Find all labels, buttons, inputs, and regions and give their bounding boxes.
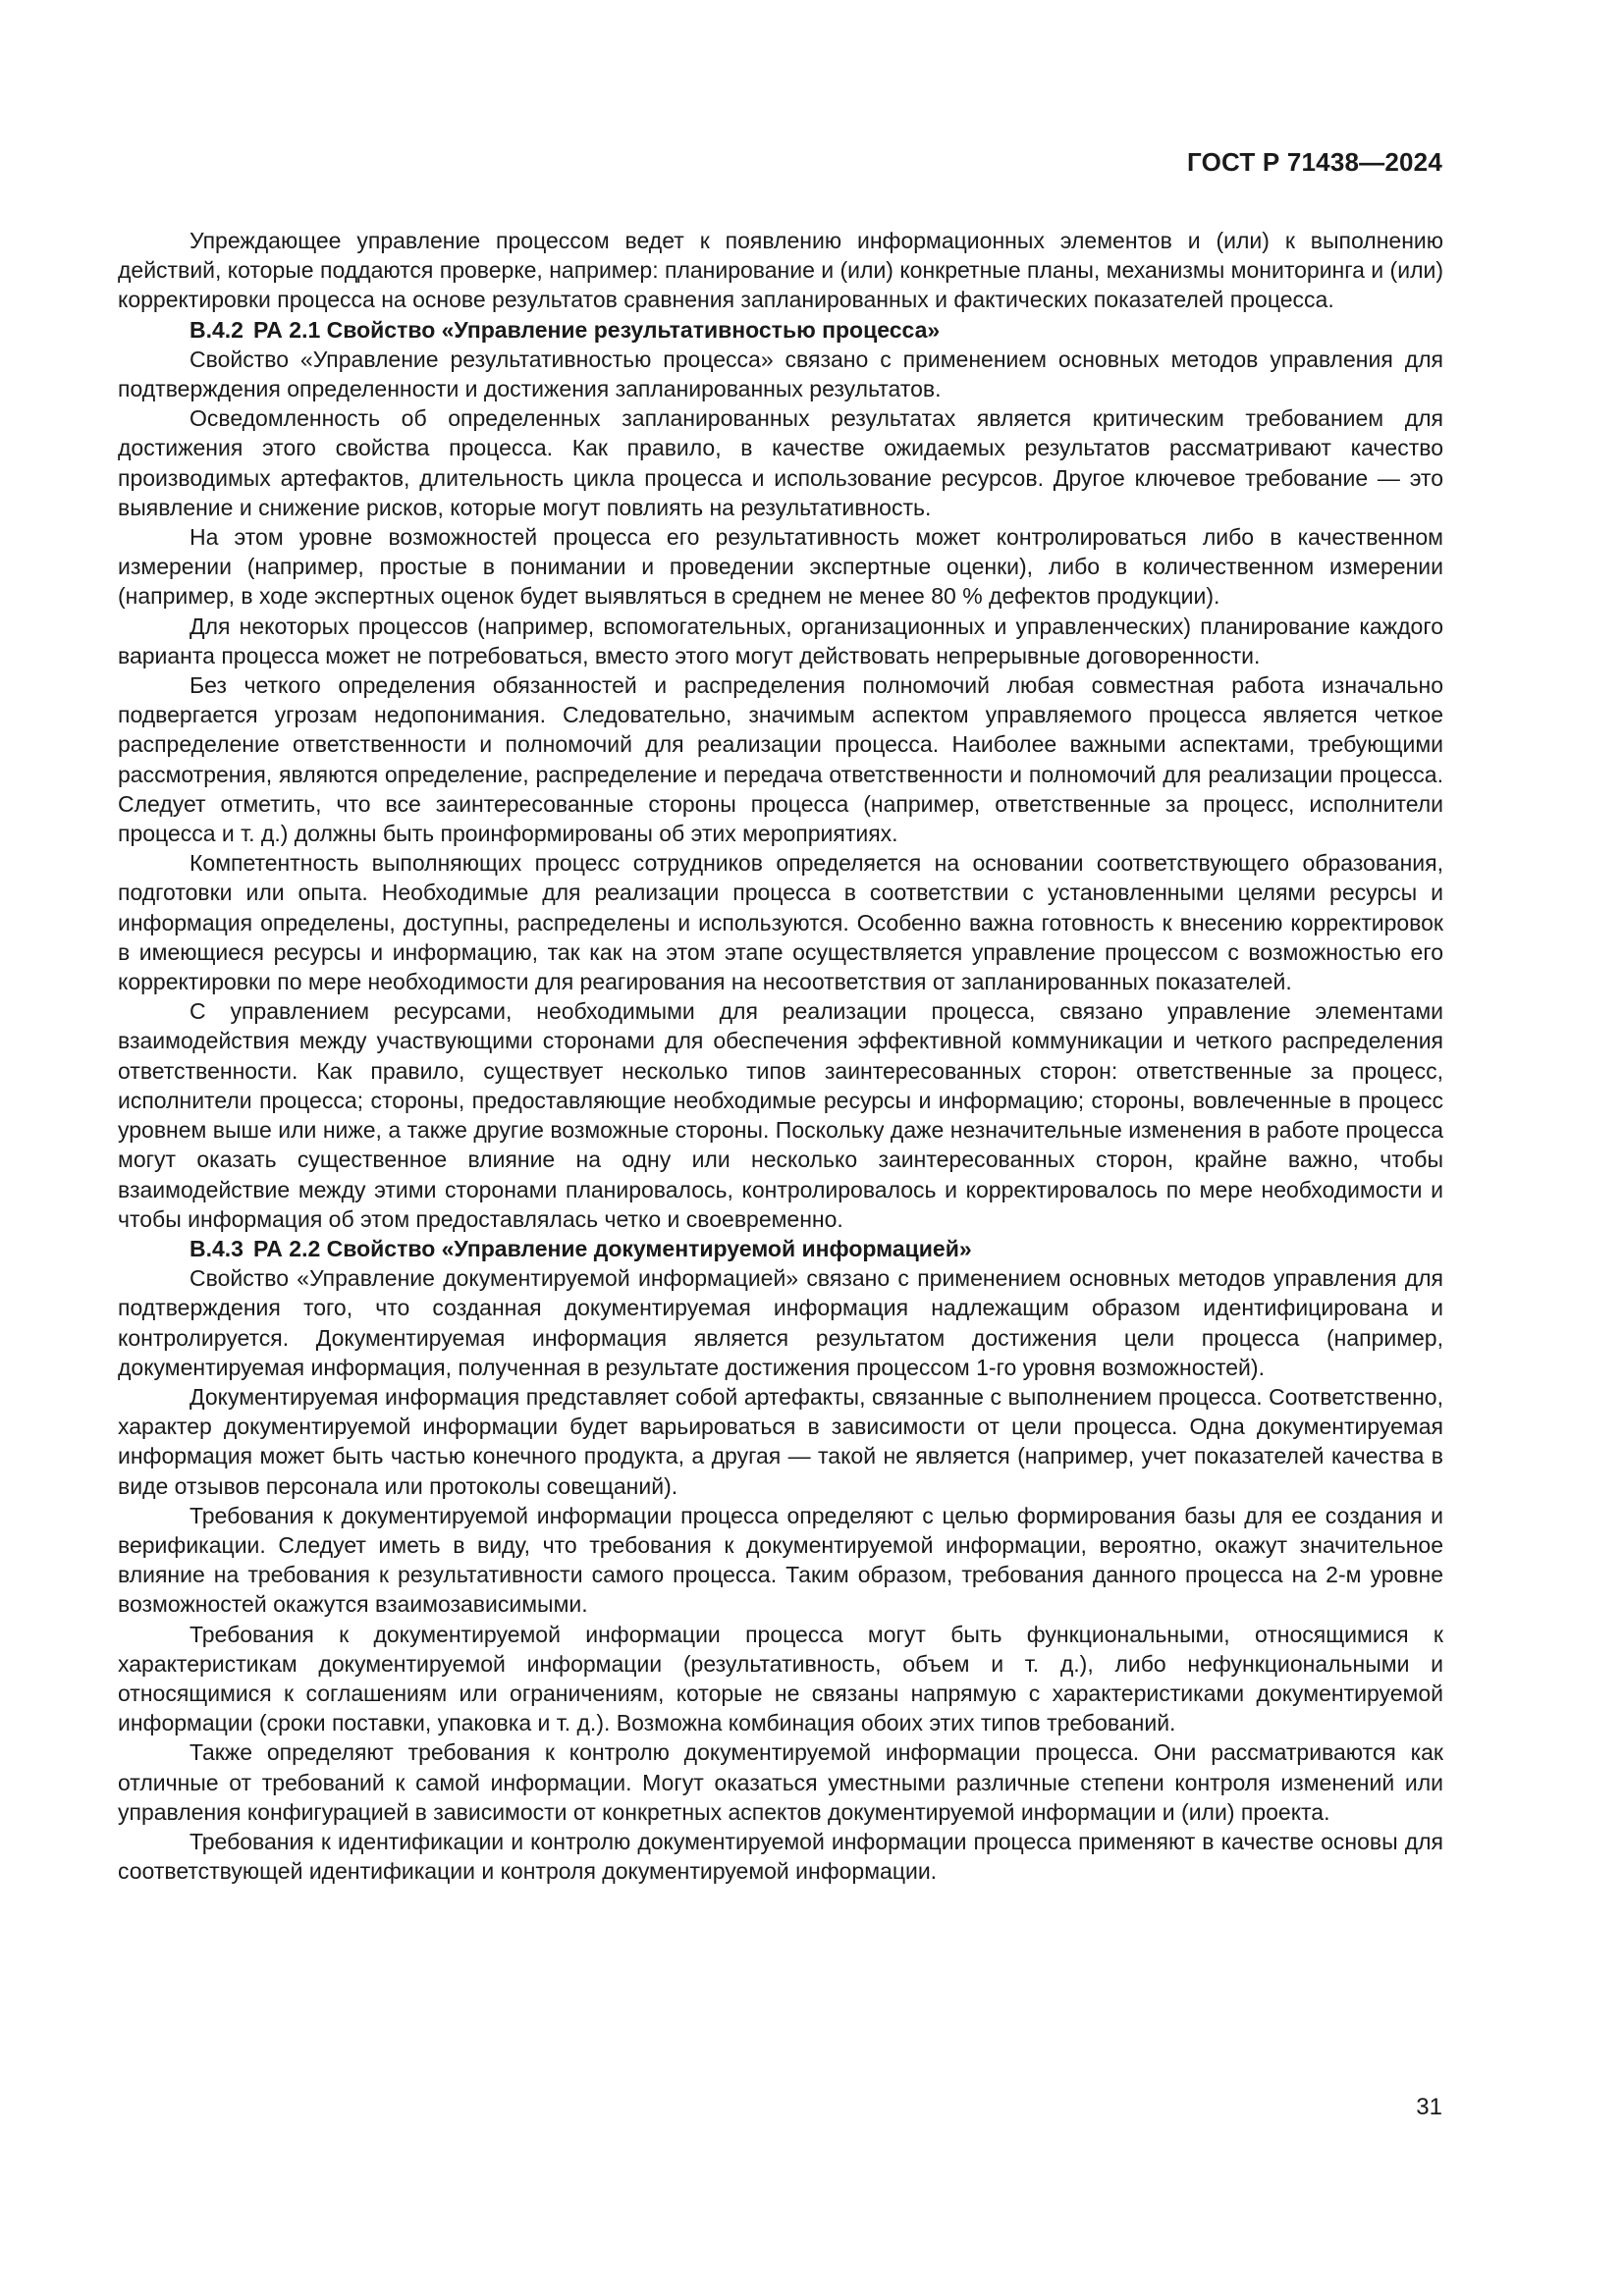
section-title: РА 2.1 Свойство «Управление результативностью процесса» [252, 316, 941, 343]
section-heading [118, 1234, 1443, 1263]
paragraph: Упреждающее управление процессом ведет к появлению информационных элементов и (или) к выполнению действий, которые поддаются проверке, например: планирование и (или) конкретные планы, механизмы мониторинга и (или) корректировки процесса на основе результатов сравнения запланированных и фактических показателей процесса. [118, 228, 1443, 313]
section-heading [118, 315, 1443, 345]
paragraph: Без четкого определения обязанностей и распределения полномочий любая совместная работа изначально подвергается угрозам недопонимания. Следовательно, значимым аспектом управляемого процесса является четкое распределение ответственности и полномочий для реализации процесса. Наиболее важными аспектами, требующими рассмотрения, являются определение, распределение и передача ответственности и полномочий для реализации процесса. Следует отметить, что все заинтересованные стороны процесса (например, ответственные за процесс, исполнители процесса и т. д.) должны быть проинформированы об этих мероприятиях. [118, 672, 1443, 847]
paragraph: Осведомленность об определенных запланированных результатах является критическим требованием для достижения этого свойства процесса. Как правило, в качестве ожидаемых результатов рассматривают качество производимых артефактов, длительность цикла процесса и использование ресурсов. Другое ключевое требование — это выявление и снижение рисков, которые могут повлиять на результативность. [118, 405, 1443, 520]
paragraph: Для некоторых процессов (например, вспомогательных, организационных и управленческих) планирование каждого варианта процесса может не потребоваться, вместо этого могут действовать непрерывные договоренности. [118, 613, 1443, 668]
paragraph: Свойство «Управление документируемой информацией» связано с применением основных методов управления для подтверждения того, что созданная документируемая информация надлежащим образом идентифицирована и контролируется. Документируемая информация является результатом достижения цели процесса (например, документируемая информация, полученная в результате достижения процессом 1-го уровня возможностей). [118, 1265, 1443, 1380]
paragraph: На этом уровне возможностей процесса его результативность может контролироваться либо в качественном измерении (например, простые в понимании и проведении экспертные оценки), либо в количественном измерении (например, в ходе экспертных оценок будет выявляться в среднем не менее 80 % дефектов продукции). [118, 524, 1443, 610]
paragraph: С управлением ресурсами, необходимыми для реализации процесса, связано управление элементами взаимодействия между участвующими сторонами для обеспечения эффективной коммуникации и четкого распределения ответственности. Как правило, существует несколько типов заинтересованных сторон: ответственные за процесс, исполнители процесса; стороны, предоставляющие необходимые ресурсы и информацию; стороны, вовлеченные в процесс уровнем выше или ниже, а также другие возможные стороны. Поскольку даже незначительные изменения в работе процесса могут оказать существенное влияние на одну или несколько заинтересованных сторон, крайне важно, чтобы взаимодействие между этими сторонами планировалось, контролировалось и корректировалось по мере необходимости и чтобы информация об этом предоставлялась четко и своевременно. [118, 998, 1443, 1232]
paragraph: Свойство «Управление результативностью процесса» связано с применением основных методов управления для подтверждения определенности и достижения запланированных результатов. [118, 346, 1443, 402]
section-title: РА 2.2 Свойство «Управление документируемой информацией» [252, 1235, 972, 1261]
paragraph: Компетентность выполняющих процесс сотрудников определяется на основании соответствующего образования, подготовки или опыта. Необходимые для реализации процесса в соответствии с установленными целями ресурсы и информация определены, доступны, распределены и используются. Особенно важна готовность к внесению корректировок в имеющиеся ресурсы и информацию, так как на этом этапе осуществляется управление процессом с возможностью его корректировки по мере необходимости для реагирования на несоответствия от запланированных показателей. [118, 850, 1443, 995]
document-body [118, 226, 1443, 1886]
page-number: 31 [1416, 2094, 1442, 2120]
paragraph: Требования к документируемой информации процесса определяют с целью формирования базы для ее создания и верификации. Следует иметь в виду, что требования к документируемой информации, вероятно, окажут значительное влияние на требования к результативности самого процесса. Таким образом, требования данного процесса на 2-м уровне возможностей окажутся взаимозависимыми. [118, 1502, 1443, 1618]
section-number: В.4.3 [189, 1235, 244, 1261]
paragraph: Также определяют требования к контролю документируемой информации процесса. Они рассматриваются как отличные от требований к самой информации. Могут оказаться уместными различные степени контроля изменений или управления конфигурацией в зависимости от конкретных аспектов документируемой информации и (или) проекта. [118, 1739, 1443, 1825]
paragraph: Документируемая информация представляет собой артефакты, связанные с выполнением процесса. Соответственно, характер документируемой информации будет варьироваться в зависимости от цели процесса. Одна документируемая информация может быть частью конечного продукта, а другая — такой не является (например, учет показателей качества в виде отзывов персонала или протоколы совещаний). [118, 1383, 1443, 1499]
paragraph: Требования к идентификации и контролю документируемой информации процесса применяют в качестве основы для соответствующей идентификации и контроля документируемой информации. [118, 1828, 1443, 1885]
document-standard-id: ГОСТ Р 71438—2024 [1187, 147, 1442, 177]
paragraph: Требования к документируемой информации процесса могут быть функциональными, относящимися к характеристикам документируемой информации (результативность, объем и т. д.), либо нефункциональными и относящимися к соглашениям или ограничениям, которые не связаны напрямую с характеристиками документируемой информации (сроки поставки, упаковка и т. д.). Возможна комбинация обоих этих типов требований. [118, 1621, 1443, 1736]
section-number: В.4.2 [189, 316, 244, 343]
